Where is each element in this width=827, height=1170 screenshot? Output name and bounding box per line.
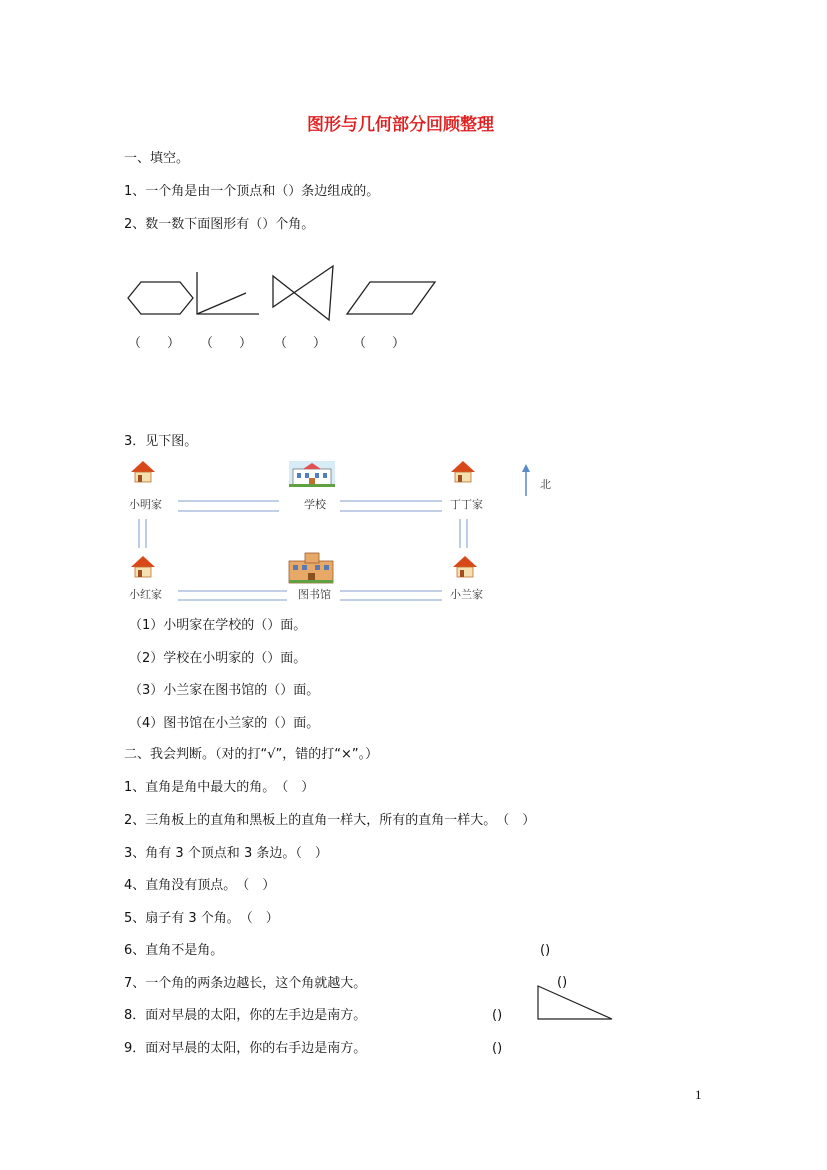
judge-item-1: 1、直角是角中最大的角。 （ ） (124, 780, 315, 795)
question-3: 3．见下图。 (124, 434, 198, 449)
question-2: 2、数一数下面图形有（）个角。 (124, 217, 315, 232)
answer-bracket-8: () (492, 1008, 503, 1023)
place-label-school: 学校 (304, 498, 326, 511)
blank-3: （ ） (274, 336, 327, 351)
judge-item-3: 3、角有 3 个顶点和 3 条边。（ ） (124, 846, 328, 861)
answer-bracket-9: () (492, 1041, 503, 1056)
section2-heading: 二、我会判断。（对的打“√”，错的打“×”。） (124, 747, 379, 762)
judge-item-7: 7、一个角的两条边越长，这个角就越大。 (124, 976, 367, 991)
place-label-dingding: 丁丁家 (450, 498, 483, 511)
place-label-xiaolan: 小兰家 (450, 588, 483, 601)
judge-item-5: 5、扇子有 3 个角。 （ ） (124, 911, 279, 926)
page-number: 1 (695, 1087, 702, 1102)
sub-question-2: （2）学校在小明家的（）面。 (129, 651, 307, 666)
sub-question-3: （3）小兰家在图书馆的（）面。 (129, 683, 320, 698)
answer-bracket-7: () (557, 975, 568, 990)
sub-question-1: （1）小明家在学校的（）面。 (129, 618, 307, 633)
page-title: 图形与几何部分回顾整理 (307, 115, 494, 135)
section1-heading: 一、填空。 (124, 151, 190, 166)
place-label-xiaohong: 小红家 (129, 588, 162, 601)
question-1: 1、一个角是由一个顶点和（）条边组成的。 (124, 184, 380, 199)
judge-item-9: 9．面对早晨的太阳，你的右手边是南方。 (124, 1041, 367, 1056)
judge-item-2: 2、三角板上的直角和黑板上的直角一样大，所有的直角一样大。 （ ） (124, 813, 536, 828)
blank-1: （ ） (128, 336, 181, 351)
judge-item-6: 6、直角不是角。 (124, 943, 224, 958)
judge-item-4: 4、直角没有顶点。 （ ） (124, 878, 276, 893)
right-triangle-shape (538, 986, 612, 1019)
place-label-xiaoming: 小明家 (129, 498, 162, 511)
answer-bracket-6: () (540, 943, 551, 958)
north-label: 北 (540, 478, 551, 491)
judge-item-8: 8．面对早晨的太阳，你的左手边是南方。 (124, 1008, 367, 1023)
sub-question-4: （4）图书馆在小兰家的（）面。 (129, 716, 320, 731)
blank-4: （ ） (353, 336, 406, 351)
place-label-library: 图书馆 (298, 588, 331, 601)
blank-2: （ ） (200, 336, 253, 351)
